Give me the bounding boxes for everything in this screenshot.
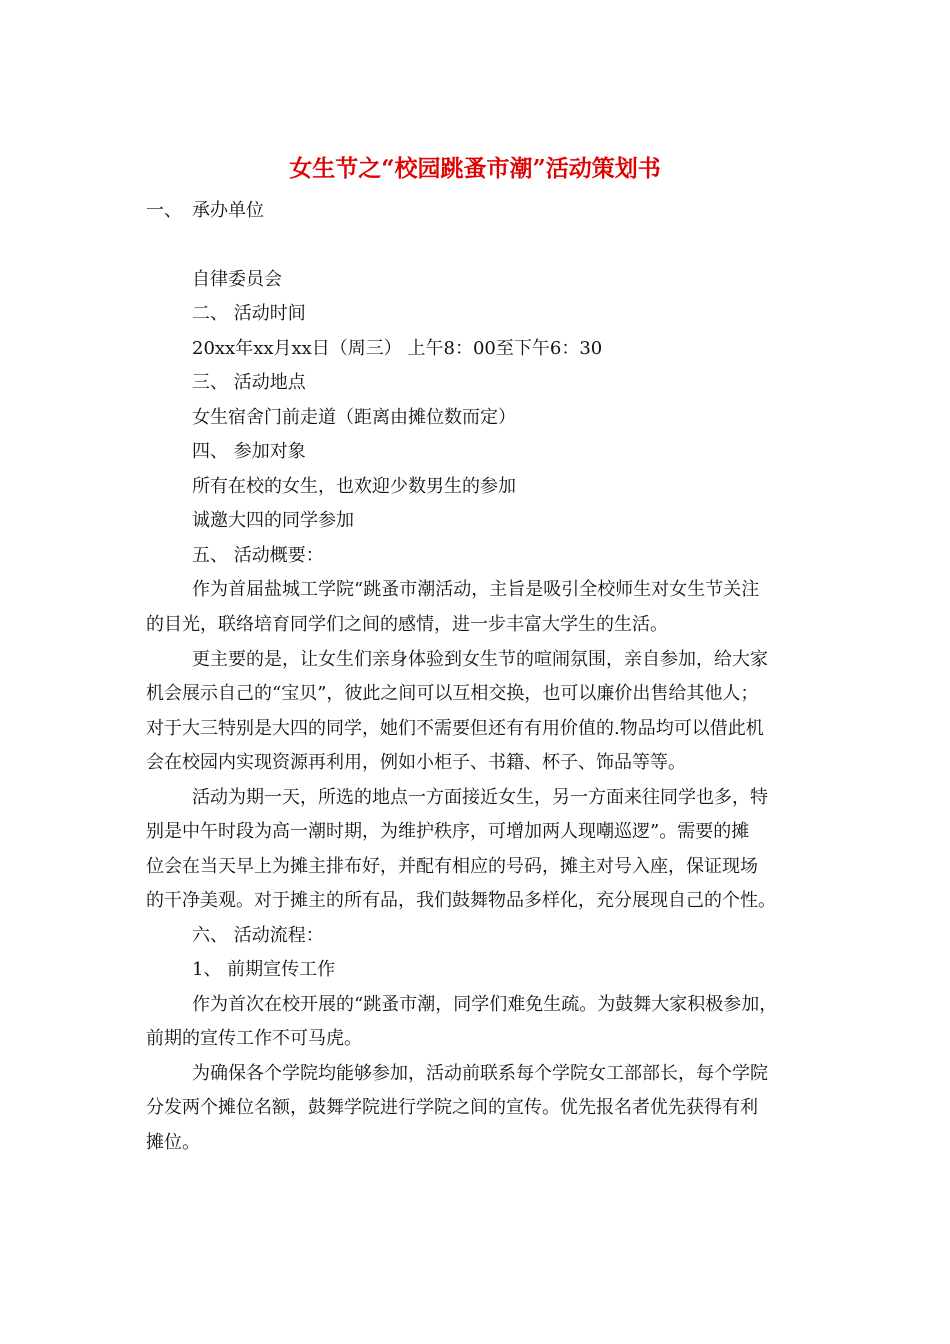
paragraph-line: 会在校园内实现资源再利用，例如小柜子、书籍、杯子、饰品等等。 xyxy=(146,752,686,773)
section-1-heading: 承办单位 xyxy=(192,200,264,221)
paragraph-line: 对于大三特别是大四的同学，她们不需要但还有有用价值的.物品均可以借此机 xyxy=(146,718,764,739)
section-4-body-line: 所有在校的女生，也欢迎少数男生的参加 xyxy=(192,476,516,497)
paragraph-line: 机会展示自己的“宝贝”，彼此之间可以互相交换，也可以廉价出售给其他人； xyxy=(146,683,759,704)
paragraph-line: 的干净美观。对于摊主的所有品，我们鼓舞物品多样化，充分展现自己的个性。 xyxy=(146,890,776,911)
paragraph-line: 摊位。 xyxy=(146,1132,200,1153)
section-2-body: 20xx年xx月xx日（周三） 上午8：00至下午6：30 xyxy=(192,338,603,359)
paragraph-line: 作为首次在校开展的“跳蚤市潮，同学们难免生疏。为鼓舞大家积极参加， xyxy=(192,994,778,1015)
section-3-body: 女生宿舍门前走道（距离由摊位数而定） xyxy=(192,407,516,428)
paragraph-line: 为确保各个学院均能够参加，活动前联系每个学院女工部部长，每个学院 xyxy=(192,1063,768,1084)
paragraph-line: 前期的宣传工作不可马虎。 xyxy=(146,1028,362,1049)
section-6-subheading: 1、 前期宣传工作 xyxy=(192,959,336,980)
paragraph-line: 更主要的是，让女生们亲身体验到女生节的喧闹氛围，亲自参加，给大家 xyxy=(192,649,768,670)
paragraph-line: 作为首届盐城工学院“跳蚤市潮活动，主旨是吸引全校师生对女生节关注 xyxy=(192,579,760,600)
section-1-body: 自律委员会 xyxy=(192,269,282,290)
paragraph-line: 的目光，联络培育同学们之间的感情，进一步丰富大学生的生活。 xyxy=(146,614,668,635)
section-2-heading: 二、 活动时间 xyxy=(192,303,306,324)
document-title: 女生节之“校园跳蚤市潮”活动策划书 xyxy=(289,155,661,182)
section-5-heading: 五、 活动概要： xyxy=(192,545,324,566)
paragraph-line: 分发两个摊位名额，鼓舞学院进行学院之间的宣传。优先报名者优先获得有利 xyxy=(146,1097,758,1118)
section-4-heading: 四、 参加对象 xyxy=(192,441,306,462)
paragraph-line: 位会在当天早上为摊主排布好，并配有相应的号码，摊主对号入座，保证现场 xyxy=(146,856,758,877)
section-6-heading: 六、 活动流程： xyxy=(192,925,324,946)
paragraph-line: 活动为期一天，所选的地点一方面接近女生，另一方面来往同学也多，特 xyxy=(192,787,768,808)
section-4-body-line: 诚邀大四的同学参加 xyxy=(192,510,354,531)
paragraph-line: 别是中午时段为高一潮时期，为维护秩序，可增加两人现嘲巡逻”。需要的摊 xyxy=(146,821,750,842)
section-1-number: 一、 xyxy=(146,200,182,221)
section-3-heading: 三、 活动地点 xyxy=(192,372,306,393)
